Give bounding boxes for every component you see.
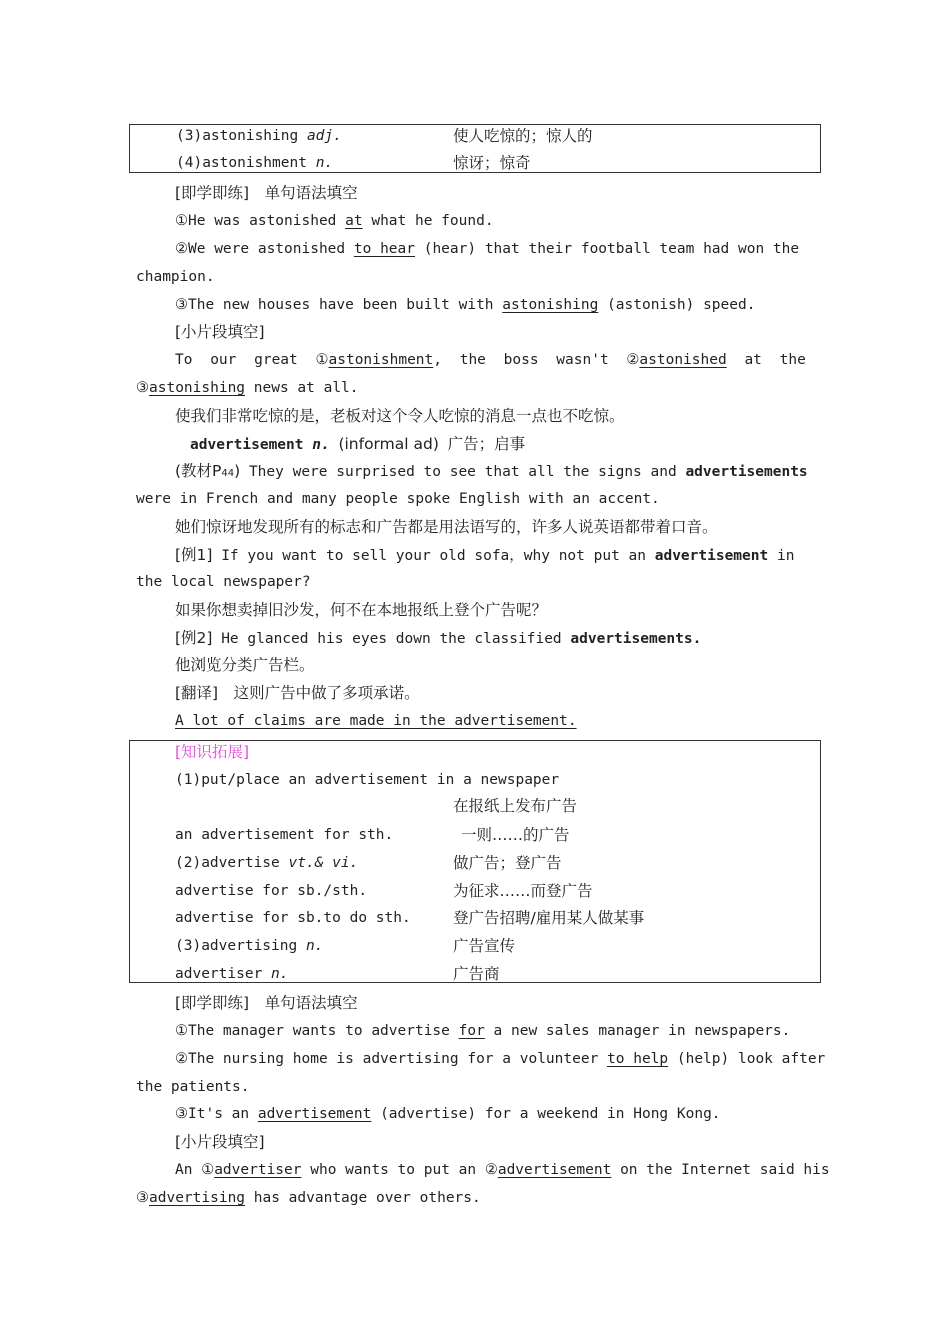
answer: to hear bbox=[353, 241, 415, 257]
example-1-cont: the local newspaper? bbox=[136, 574, 311, 590]
exercise-item: ①The manager wants to advertise for a new sales manager in newspapers. bbox=[175, 1023, 791, 1039]
exercise-item: ②The nursing home is advertising for a volunteer to help (help) look after bbox=[175, 1051, 826, 1067]
box-row-meaning: 惊讶；惊奇 bbox=[453, 154, 531, 172]
answer: advertising bbox=[149, 1190, 246, 1206]
box-row: an advertisement for sth. bbox=[175, 827, 394, 843]
exercise-item: ③The new houses have been built with astonishing (astonish) speed. bbox=[175, 297, 756, 313]
answer: at bbox=[345, 213, 363, 229]
exercise-item: ①He was astonished at what he found. bbox=[175, 213, 494, 229]
box-row-meaning: 一则……的广告 bbox=[461, 826, 570, 844]
translation-answer: A lot of claims are made in the advertisement. bbox=[175, 713, 577, 729]
word-forms-box bbox=[129, 124, 821, 173]
translation-task: [翻译] 这则广告中做了多项承诺。 bbox=[175, 684, 420, 702]
box-row-meaning: 使人吃惊的；惊人的 bbox=[453, 127, 593, 145]
answer: advertiser bbox=[214, 1162, 302, 1178]
example-2-translation: 他浏览分类广告栏。 bbox=[175, 656, 315, 674]
textbook-example: (教材P44) They were surprised to see that all the signs and advertisements bbox=[175, 462, 808, 480]
vocab-entry: advertisement n. (informal ad) 广告；启事 bbox=[190, 435, 526, 453]
exercise-item-cont: champion. bbox=[136, 269, 215, 285]
box-row: (4)astonishment n. bbox=[176, 155, 334, 171]
paragraph-fill: To our great ①astonishment, the boss wasn't ②astonished at the bbox=[175, 352, 806, 368]
answer: astonished bbox=[639, 352, 727, 368]
paragraph-fill-cont: ③astonishing news at all. bbox=[136, 380, 359, 396]
answer: astonishment bbox=[328, 352, 434, 368]
headword: advertisement bbox=[190, 437, 304, 453]
practice-label: [即学即练] 单句语法填空 bbox=[175, 994, 358, 1012]
box-row-meaning: 广告宣传 bbox=[453, 937, 516, 955]
answer: astonishing bbox=[149, 380, 246, 396]
exercise-item-cont: the patients. bbox=[136, 1079, 250, 1095]
box-row: (2)advertise vt.& vi. bbox=[175, 855, 359, 871]
fill-label: [小片段填空] bbox=[175, 1133, 265, 1151]
fill-label: [小片段填空] bbox=[175, 323, 265, 341]
exercise-item: ③It's an advertisement (advertise) for a weekend in Hong Kong. bbox=[175, 1106, 721, 1122]
textbook-example-translation: 她们惊讶地发现所有的标志和广告都是用法语写的，许多人说英语都带着口音。 bbox=[175, 518, 718, 536]
box-title: [知识拓展] bbox=[175, 743, 250, 761]
exercise-item: ②We were astonished to hear (hear) that their football team had won the bbox=[175, 241, 800, 257]
answer: to help bbox=[607, 1051, 669, 1067]
example-1-translation: 如果你想卖掉旧沙发，何不在本地报纸上登个广告呢？ bbox=[175, 601, 548, 619]
paragraph-fill-cont: ③advertising has advantage over others. bbox=[136, 1190, 481, 1206]
example-2: [例2] He glanced his eyes down the classified advertisements. bbox=[175, 629, 702, 647]
paragraph-translation: 使我们非常吃惊的是，老板对这个令人吃惊的消息一点也不吃惊。 bbox=[175, 407, 625, 425]
box-row: advertise for sb./sth. bbox=[175, 883, 368, 899]
box-row: (3)advertising n. bbox=[175, 938, 324, 954]
answer: advertisement bbox=[497, 1162, 612, 1178]
box-row-meaning: 为征求……而登广告 bbox=[453, 882, 593, 900]
box-row-meaning: 登广告招聘/雇用某人做某事 bbox=[453, 909, 645, 927]
answer: advertisement bbox=[257, 1106, 372, 1122]
example-1: [例1] If you want to sell your old sofa，why not put an advertisement in bbox=[175, 546, 795, 564]
box-row: advertiser n. bbox=[175, 966, 289, 982]
box-row-meaning: 做广告；登广告 bbox=[453, 854, 562, 872]
knowledge-extension-box bbox=[129, 740, 821, 983]
box-row: (1)put/place an advertisement in a newspaper bbox=[175, 772, 560, 788]
answer: astonishing bbox=[502, 297, 599, 313]
answer: for bbox=[458, 1023, 485, 1039]
practice-label: [即学即练] 单句语法填空 bbox=[175, 184, 358, 202]
box-row: (3)astonishing adj. bbox=[176, 128, 342, 144]
box-row: advertise for sb.to do sth. bbox=[175, 910, 411, 926]
box-row-meaning: 在报纸上发布广告 bbox=[453, 797, 578, 815]
box-row-meaning: 广告商 bbox=[453, 965, 500, 983]
paragraph-fill: An ①advertiser who wants to put an ②advertisement on the Internet said his bbox=[175, 1162, 830, 1178]
textbook-example-cont: were in French and many people spoke English with an accent. bbox=[136, 491, 660, 507]
